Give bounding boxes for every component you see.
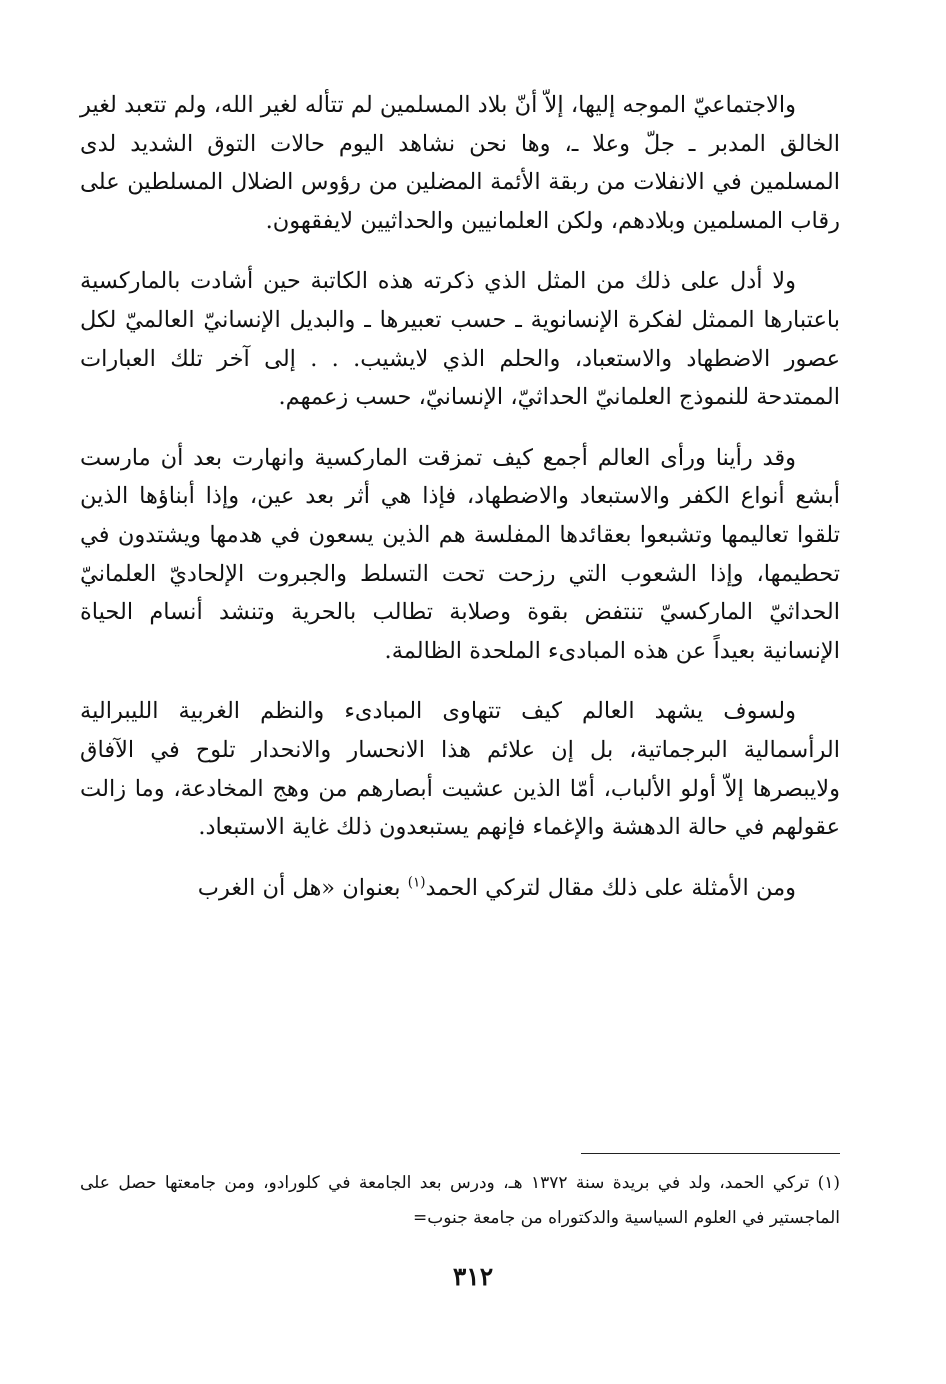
paragraph-1: والاجتماعيّ الموجه إليها، إلاّ أنّ بلاد المسلمين لم تتأله لغير الله، ولم تتعبد لغير الخالق المدبر ـ جلّ وعلا ـ، وها نحن نشاهد اليوم حالات التوق الشديد لدى المسلمين في الانفلات من ربقة الأئمة المضلين من رؤوس الضلال المسلطين على رقاب المسلمين وبلادهم، ولكن العلمانيين والحداثيين لايفقهون.	[80, 92, 840, 234]
body-text	[80, 86, 840, 929]
paragraph-3: وقد رأينا ورأى العالم أجمع كيف تمزقت الماركسية وانهارت بعد أن مارست أبشع أنواع الكفر والاستبعاد والاضطهاد، فإذا هي أثر بعد عين، وإذا أبناؤها الذين تلقوا تعاليمها وتشبعوا بعقائدها المفلسة هم الذين يسعون في هدمها ويشتدون في تحطيمها، وإذا الشعوب التي رزحت تحت التسلط والجبروت الإلحاديّ العلمانيّ الحداثيّ الماركسيّ تنتفض بقوة وصلابة تطالب بالحرية وتنشد أنسام الحياة الإنسانية بعيداً عن هذه المبادىء الملحدة الظالمة.	[80, 444, 840, 664]
paragraph-5	[80, 869, 840, 908]
paragraph-5-text-start: ومن الأمثلة على ذلك مقال لتركي الحمد	[425, 874, 796, 901]
paragraph-2: ولا أدل على ذلك من المثل الذي ذكرته هذه الكاتبة حين أشادت بالماركسية باعتبارها الممثل لفكرة الإنسانوية ـ حسب تعبيرها ـ والبديل الإنسانيّ العالميّ لكل عصور الاضطهاد والاستعباد، والحلم الذي لايشيب. . . إلى آخر تلك العبارات الممتدحة للنموذج العلمانيّ الحداثيّ، الإنسانيّ، حسب زعمهم.	[80, 268, 840, 411]
footnote: (١) تركي الحمد، ولد في بريدة سنة ١٣٧٢ هـ، ودرس بعد الجامعة في كلورادو، ومن جامعتها حصل على الماجستير في العلوم السياسية والدكتوراه من جامعة جنوب=	[80, 1173, 840, 1228]
paragraph-4: ولسوف يشهد العالم كيف تتهاوى المبادىء والنظم الغربية الليبرالية الرأسمالية البرجماتية، بل إن علائم هذا الانحسار والانحدار تلوح في الآفاق ولايبصرها إلاّ أولو الألباب، أمّا الذين عشيت أبصارهم من وهج المخادعة، وما زالت عقولهم في حالة الدهشة والإغماء فإنهم يستبعدون ذلك غاية الاستبعاد.	[80, 698, 840, 841]
paragraph-5-text-end: بعنوان «هل أن الغرب	[197, 874, 408, 901]
footnote-separator	[581, 1153, 840, 1154]
footnote-marker: (١)	[407, 874, 426, 891]
page-number: ٣١٢	[452, 1262, 494, 1291]
